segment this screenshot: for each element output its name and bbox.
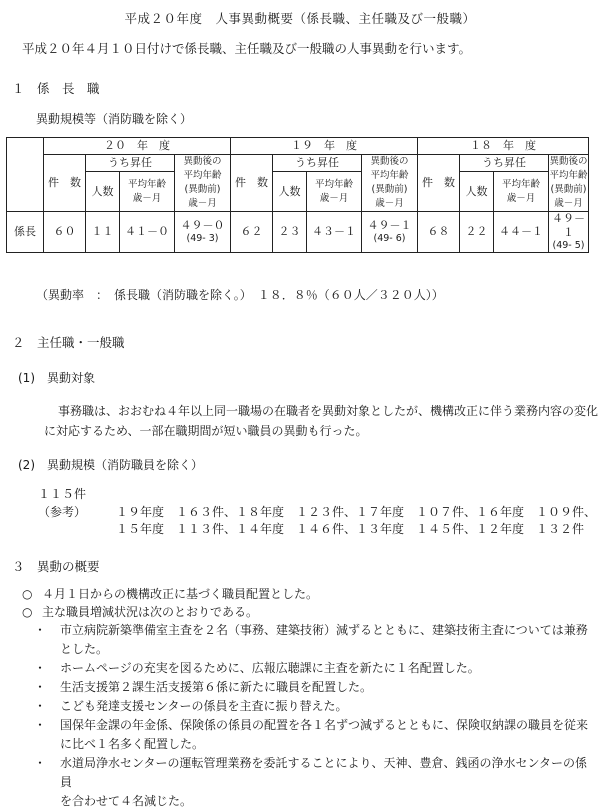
- section2-sub1: (1) 異動対象: [18, 371, 95, 385]
- list-item: ・ 生活支援第２課生活支援第６係に新たに職員を配置した。: [60, 678, 588, 697]
- year-header: １９ 年 度: [231, 138, 418, 155]
- dot-bullet-icon: ・: [34, 699, 47, 713]
- cell-count: ６０: [44, 212, 86, 253]
- col-count-header: 件 数: [231, 155, 273, 212]
- col-count-header: 件 数: [44, 155, 86, 212]
- section-chief-stats-table: [6, 137, 589, 253]
- section2-heading: ２ 主任職・一般職: [12, 335, 125, 350]
- list-item: ・ こども発達支援センターの係員を主査に振り替えた。: [60, 697, 588, 716]
- cell-avg-age: ４３－１: [307, 212, 362, 253]
- list-item: ・ ホームページの充実を図るために、広報広聴課に主査を新たに１名配置した。: [60, 659, 588, 678]
- col-count-header: 件 数: [418, 155, 460, 212]
- cell-avg-age: ４４－１: [494, 212, 549, 253]
- col-avg-age-header: 平均年齢 歳－月: [494, 172, 549, 212]
- list-item: ・ 水道局浄水センターの運転管理業務を委託することにより、天神、豊倉、銭函の浄水センターの係員 を合わせて４名減じた。: [34, 756, 588, 808]
- col-promotion-header: うち昇任: [86, 155, 175, 172]
- dot-bullet-icon: ・: [34, 680, 47, 694]
- section3-heading: ３ 異動の概要: [12, 559, 100, 574]
- col-avg-age-header: 平均年齢 歳－月: [120, 172, 175, 212]
- dot-bullet-icon: ・: [34, 756, 47, 770]
- para1-line1: 事務職は、おおむね４年以上同一職場の在職者を異動対象としたが、機構改正に伴う業務内容の変化: [58, 404, 599, 418]
- year-header: ２０ 年 度: [44, 138, 231, 155]
- col-people-header: 人数: [460, 172, 494, 212]
- cell-after-age: ４９－１ (49- 6): [362, 212, 418, 253]
- dot-bullet-icon: ・: [34, 718, 47, 732]
- list-item: ・ 市立病院新築準備室主査を２名（事務、建築技術）減ずるとともに、建築技術主査については兼務 とした。: [34, 623, 588, 656]
- row-label: 係長: [7, 212, 44, 253]
- circle-bullet-icon: ○: [22, 587, 33, 601]
- cell-avg-age: ４１－０: [120, 212, 175, 253]
- cell-count: ６２: [231, 212, 273, 253]
- section2-sub2: (2) 異動規模（消防職員を除く）: [18, 458, 203, 472]
- cell-after-age: ４９－０ (49- 3): [175, 212, 231, 253]
- reference-line1: １９年度 １６３件、１８年度 １２３件、１７年度 １０７件、１６年度 １０９件、: [116, 505, 597, 519]
- table-row: [7, 212, 589, 253]
- transfer-count: １１５件: [38, 487, 87, 501]
- col-promotion-header: うち昇任: [273, 155, 362, 172]
- list-item: ・ 国保年金課の年金係、保険係の係員の配置を各１名ずつ減ずるとともに、保険収納課の職員を従来 に比べ１名多く配置した。: [34, 718, 589, 751]
- cell-people: ２２: [460, 212, 494, 253]
- col-people-header: 人数: [86, 172, 120, 212]
- year-header: １８ 年 度: [418, 138, 589, 155]
- lead-sentence: 平成２０年４月１０日付けで係長職、主任職及び一般職の人事異動を行います。: [22, 41, 472, 56]
- document-title: 平成２０年度 人事異動概要（係長職、主任職及び一般職）: [124, 11, 476, 26]
- dot-bullet-icon: ・: [34, 661, 47, 675]
- section1-subheading: 異動規模等（消防職を除く）: [36, 112, 193, 126]
- cell-people: ２３: [273, 212, 307, 253]
- col-after-avg-header: 異動後の 平均年齢 (異動前) 歳－月: [175, 155, 231, 212]
- cell-count: ６８: [418, 212, 460, 253]
- table-corner-cell: [7, 138, 44, 212]
- col-after-avg-header: 異動後の 平均年齢 (異動前) 歳－月: [362, 155, 418, 212]
- rate-note: （異動率 ： 係長職（消防職を除く。） １８．８％（６０人／３２０人））: [36, 288, 444, 302]
- list-item: ○ ４月１日からの機構改正に基づく職員配置とした。: [22, 587, 319, 601]
- para1-line2: に対応するため、一部在職期間が短い職員の異動も行った。: [44, 424, 368, 438]
- reference-label: （参考）: [38, 505, 87, 519]
- col-people-header: 人数: [273, 172, 307, 212]
- col-promotion-header: うち昇任: [460, 155, 549, 172]
- reference-line2: １５年度 １１３件、１４年度 １４６件、１３年度 １４５件、１２年度 １３２件: [116, 522, 585, 536]
- section1-heading: １ 係 長 職: [12, 81, 100, 96]
- dot-bullet-icon: ・: [34, 623, 47, 637]
- list-item: ○ 主な職員増減状況は次のとおりである。: [22, 605, 259, 619]
- col-after-avg-header: 異動後の 平均年齢 (異動前) 歳－月: [549, 155, 589, 212]
- circle-bullet-icon: ○: [22, 605, 33, 619]
- col-avg-age-header: 平均年齢 歳－月: [307, 172, 362, 212]
- cell-people: １１: [86, 212, 120, 253]
- cell-after-age: ４９－１ (49- 5): [549, 212, 589, 253]
